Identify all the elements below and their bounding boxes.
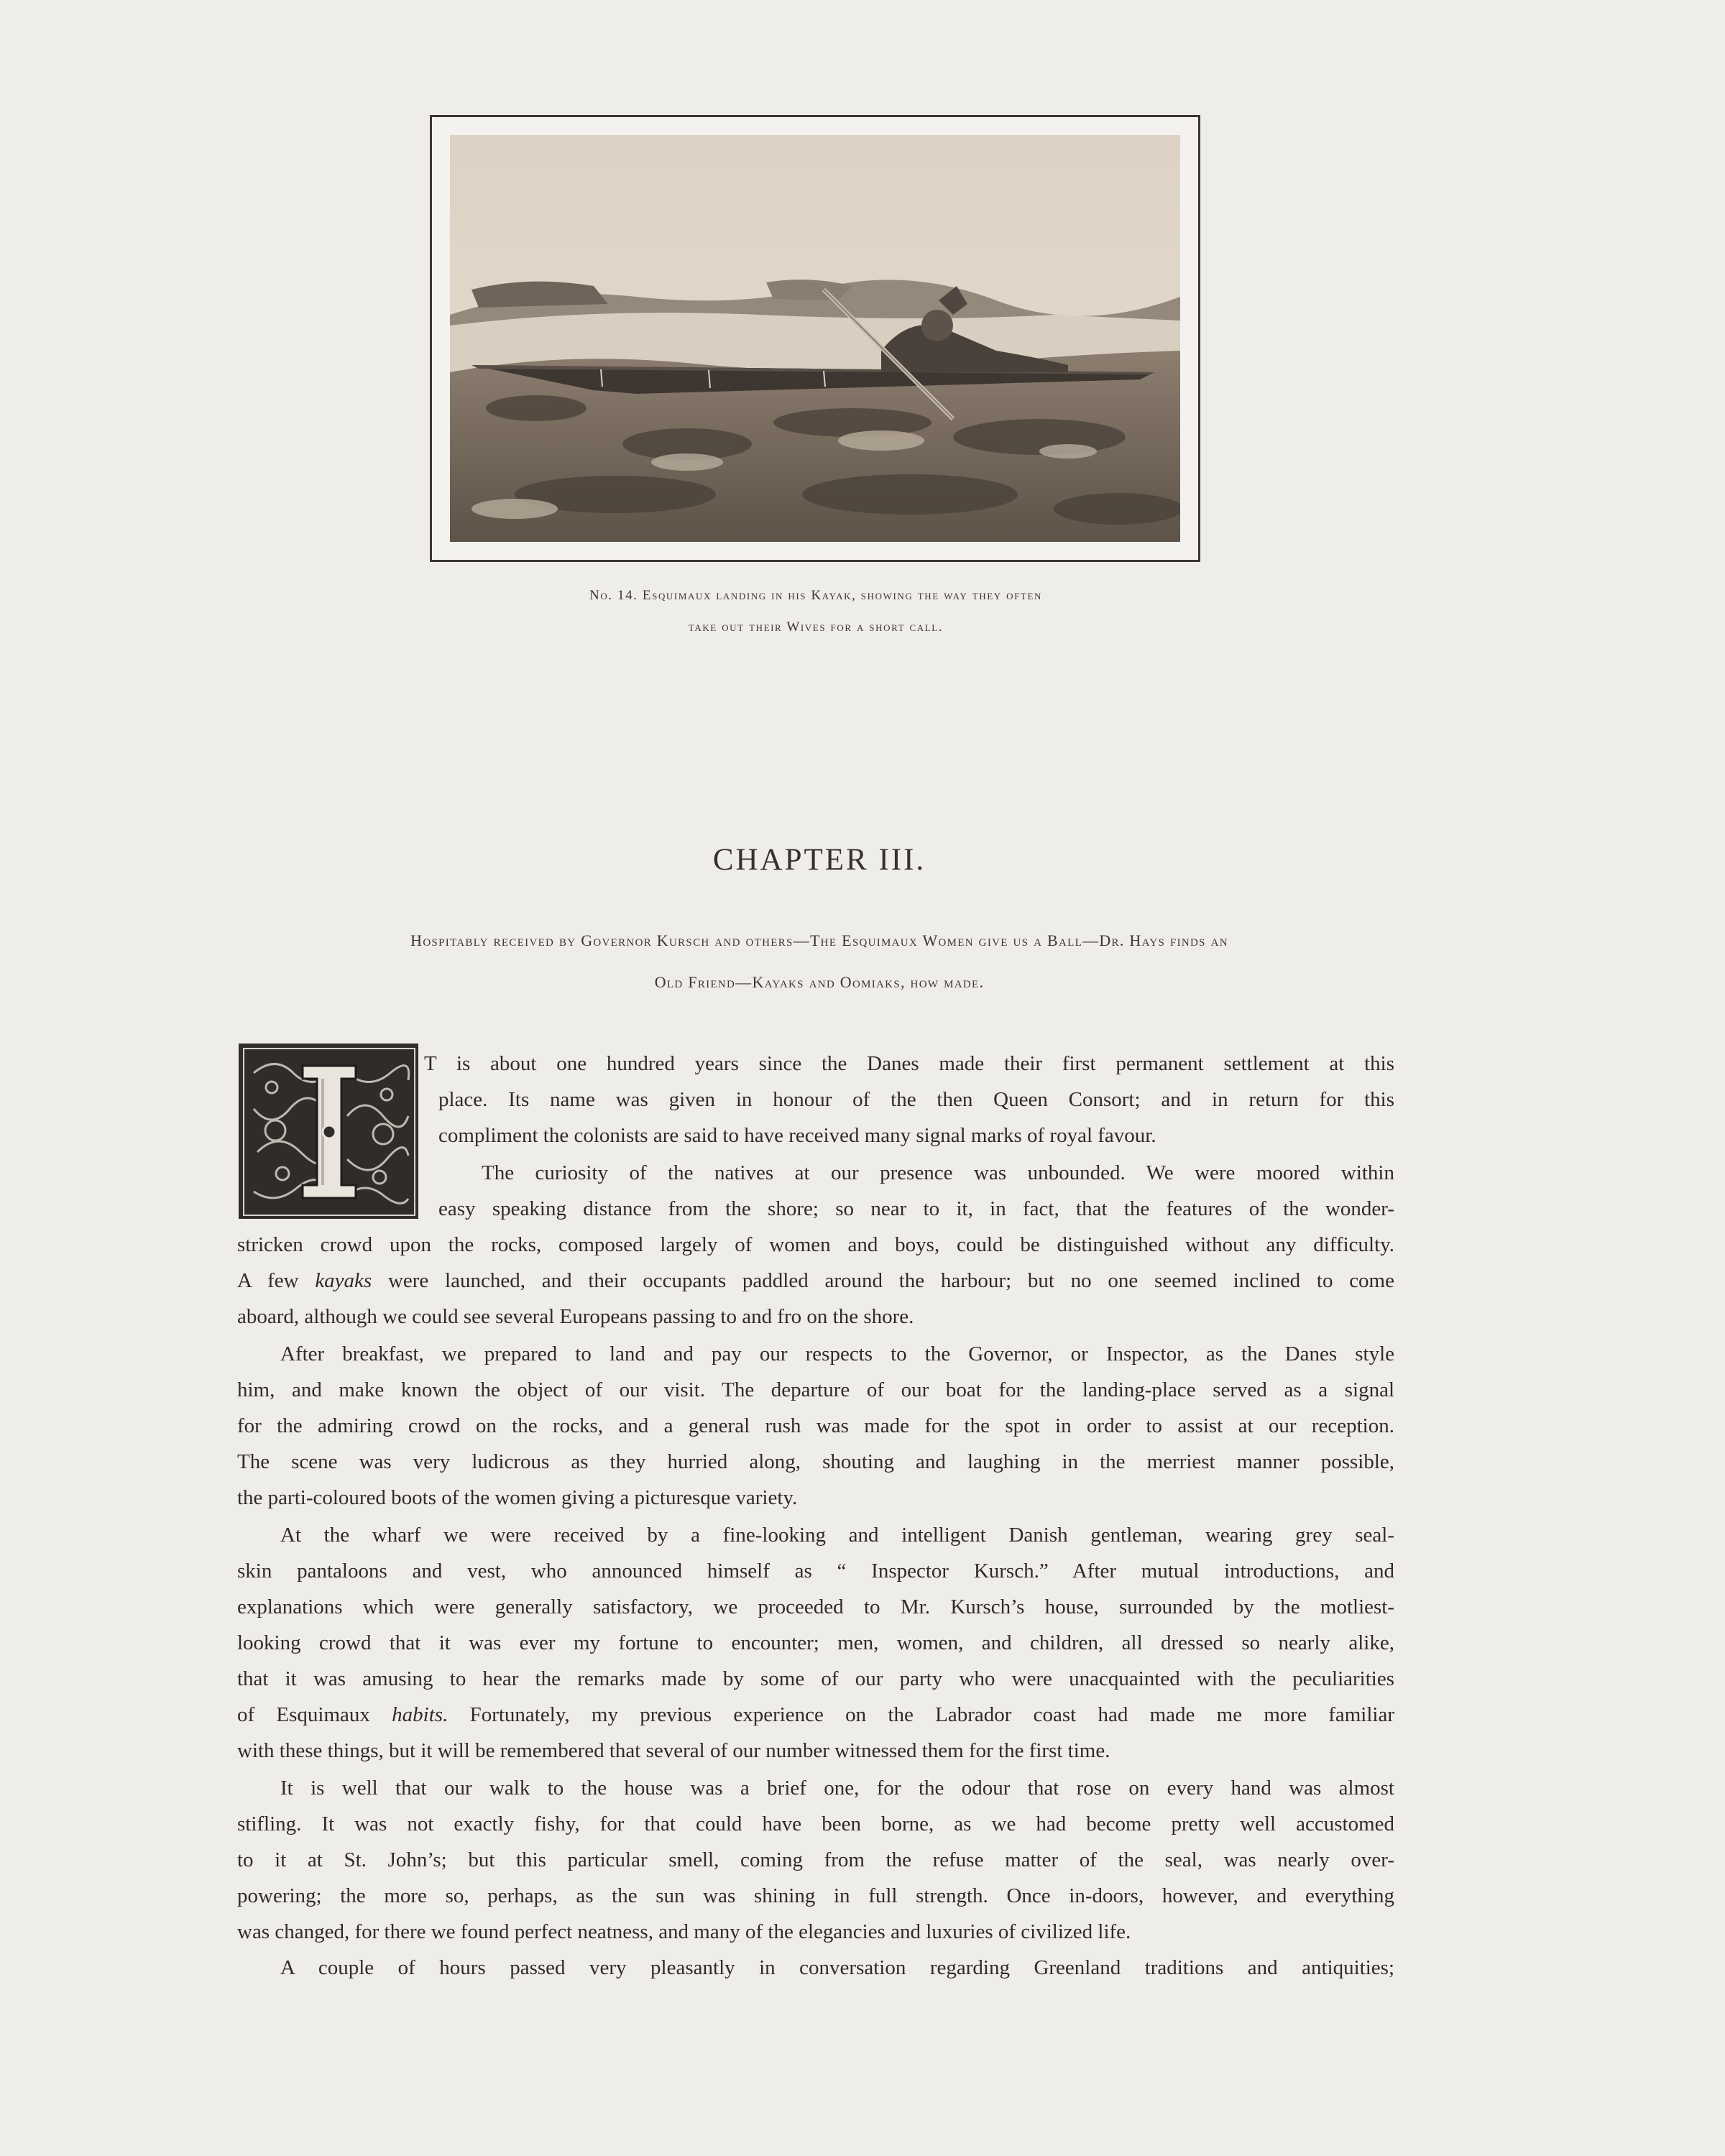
chapter-summary-line-2: Old Friend—Kayaks and Oomiaks, how made. <box>654 973 985 991</box>
text-line: easy speaking distance from the shore; so near to it, in fact, that the features of the wonder- <box>438 1197 1394 1220</box>
text-line: After breakfast, we prepared to land and pay our respects to the Governor, or Inspector, as the Danes style <box>280 1342 1394 1365</box>
text-line: looking crowd that it was ever my fortune to encounter; men, women, and children, all dressed so nearly alike, <box>237 1631 1394 1654</box>
plate-caption-line-2: take out their Wives for a short call. <box>688 619 944 635</box>
text-line: explanations which were generally satisfactory, we proceeded to Mr. Kursch’s house, surrounded by the motliest- <box>237 1595 1394 1618</box>
text-line: of Esquimaux habits. Fortunately, my previous experience on the Labrador coast had made me more familiar <box>237 1703 1395 1726</box>
kayak-photograph <box>450 135 1180 542</box>
text-line: aboard, although we could see several Europeans passing to and fro on the shore. <box>237 1305 914 1328</box>
text-line: stricken crowd upon the rocks, composed largely of women and boys, could be distinguished without any difficulty. <box>237 1233 1394 1256</box>
chapter-summary-line-1: Hospitably received by Governor Kursch and others—The Esquimaux Women give us a Ball—Dr. Hays finds an <box>410 931 1228 949</box>
text-line: him, and make known the object of our visit. The departure of our boat for the landing-place served as a signal <box>237 1378 1394 1401</box>
text-line: with these things, but it will be remembered that several of our number witnessed them for the first time. <box>237 1739 1110 1762</box>
text-line: The curiosity of the natives at our presence was unbounded. We were moored within <box>482 1161 1394 1184</box>
text-line: powering; the more so, perhaps, as the sun was shining in full strength. Once in-doors, however, and everything <box>237 1884 1394 1907</box>
kayak-photograph-image <box>450 135 1180 542</box>
chapter-title: CHAPTER III. <box>712 843 926 877</box>
text-line: It is well that our walk to the house was a brief one, for the odour that rose on every hand was almost <box>280 1777 1394 1800</box>
text-line: A few kayaks were launched, and their occupants paddled around the harbour; but no one seemed inclined to come <box>237 1269 1394 1292</box>
ornament-initial-i-icon <box>239 1044 419 1220</box>
italic-word: habits. <box>392 1703 448 1726</box>
text-line: stifling. It was not exactly fishy, for that could have been borne, as we had become pretty well accustomed <box>237 1812 1394 1835</box>
text-line: the parti-coloured boots of the women giving a picturesque variety. <box>237 1486 798 1509</box>
text-line: A couple of hours passed very pleasantly in conversation regarding Greenland traditions and antiquities; <box>280 1956 1394 1979</box>
text-line: The scene was very ludicrous as they hurried along, shouting and laughing in the merriest manner possible, <box>237 1450 1394 1473</box>
text-line: compliment the colonists are said to have received many signal marks of royal favour. <box>438 1124 1156 1147</box>
italic-word: kayaks <box>315 1269 372 1292</box>
text-line: place. Its name was given in honour of the then Queen Consort; and in return for this <box>438 1088 1394 1111</box>
text-line: to it at St. John’s; but this particular smell, coming from the refuse matter of the seal, was nearly over- <box>237 1848 1394 1871</box>
plate-caption-line-1: No. 14. Esquimaux landing in his Kayak, showing the way they often <box>589 588 1042 603</box>
text-line: was changed, for there we found perfect neatness, and many of the elegancies and luxuries of civilized life. <box>237 1920 1131 1943</box>
text-line: for the admiring crowd on the rocks, and a general rush was made for the spot in order to assist at our reception. <box>237 1414 1394 1437</box>
decorated-initial <box>239 1044 418 1219</box>
text-line: T is about one hundred years since the Danes made their first permanent settlement at this <box>424 1052 1394 1075</box>
text-line: that it was amusing to hear the remarks made by some of our party who were unacquainted with the peculiarities <box>237 1667 1394 1690</box>
text-line: skin pantaloons and vest, who announced himself as “ Inspector Kursch.” After mutual introductions, and <box>237 1560 1394 1583</box>
text-line: At the wharf we were received by a fine-looking and intelligent Danish gentleman, wearing grey seal- <box>280 1524 1394 1547</box>
